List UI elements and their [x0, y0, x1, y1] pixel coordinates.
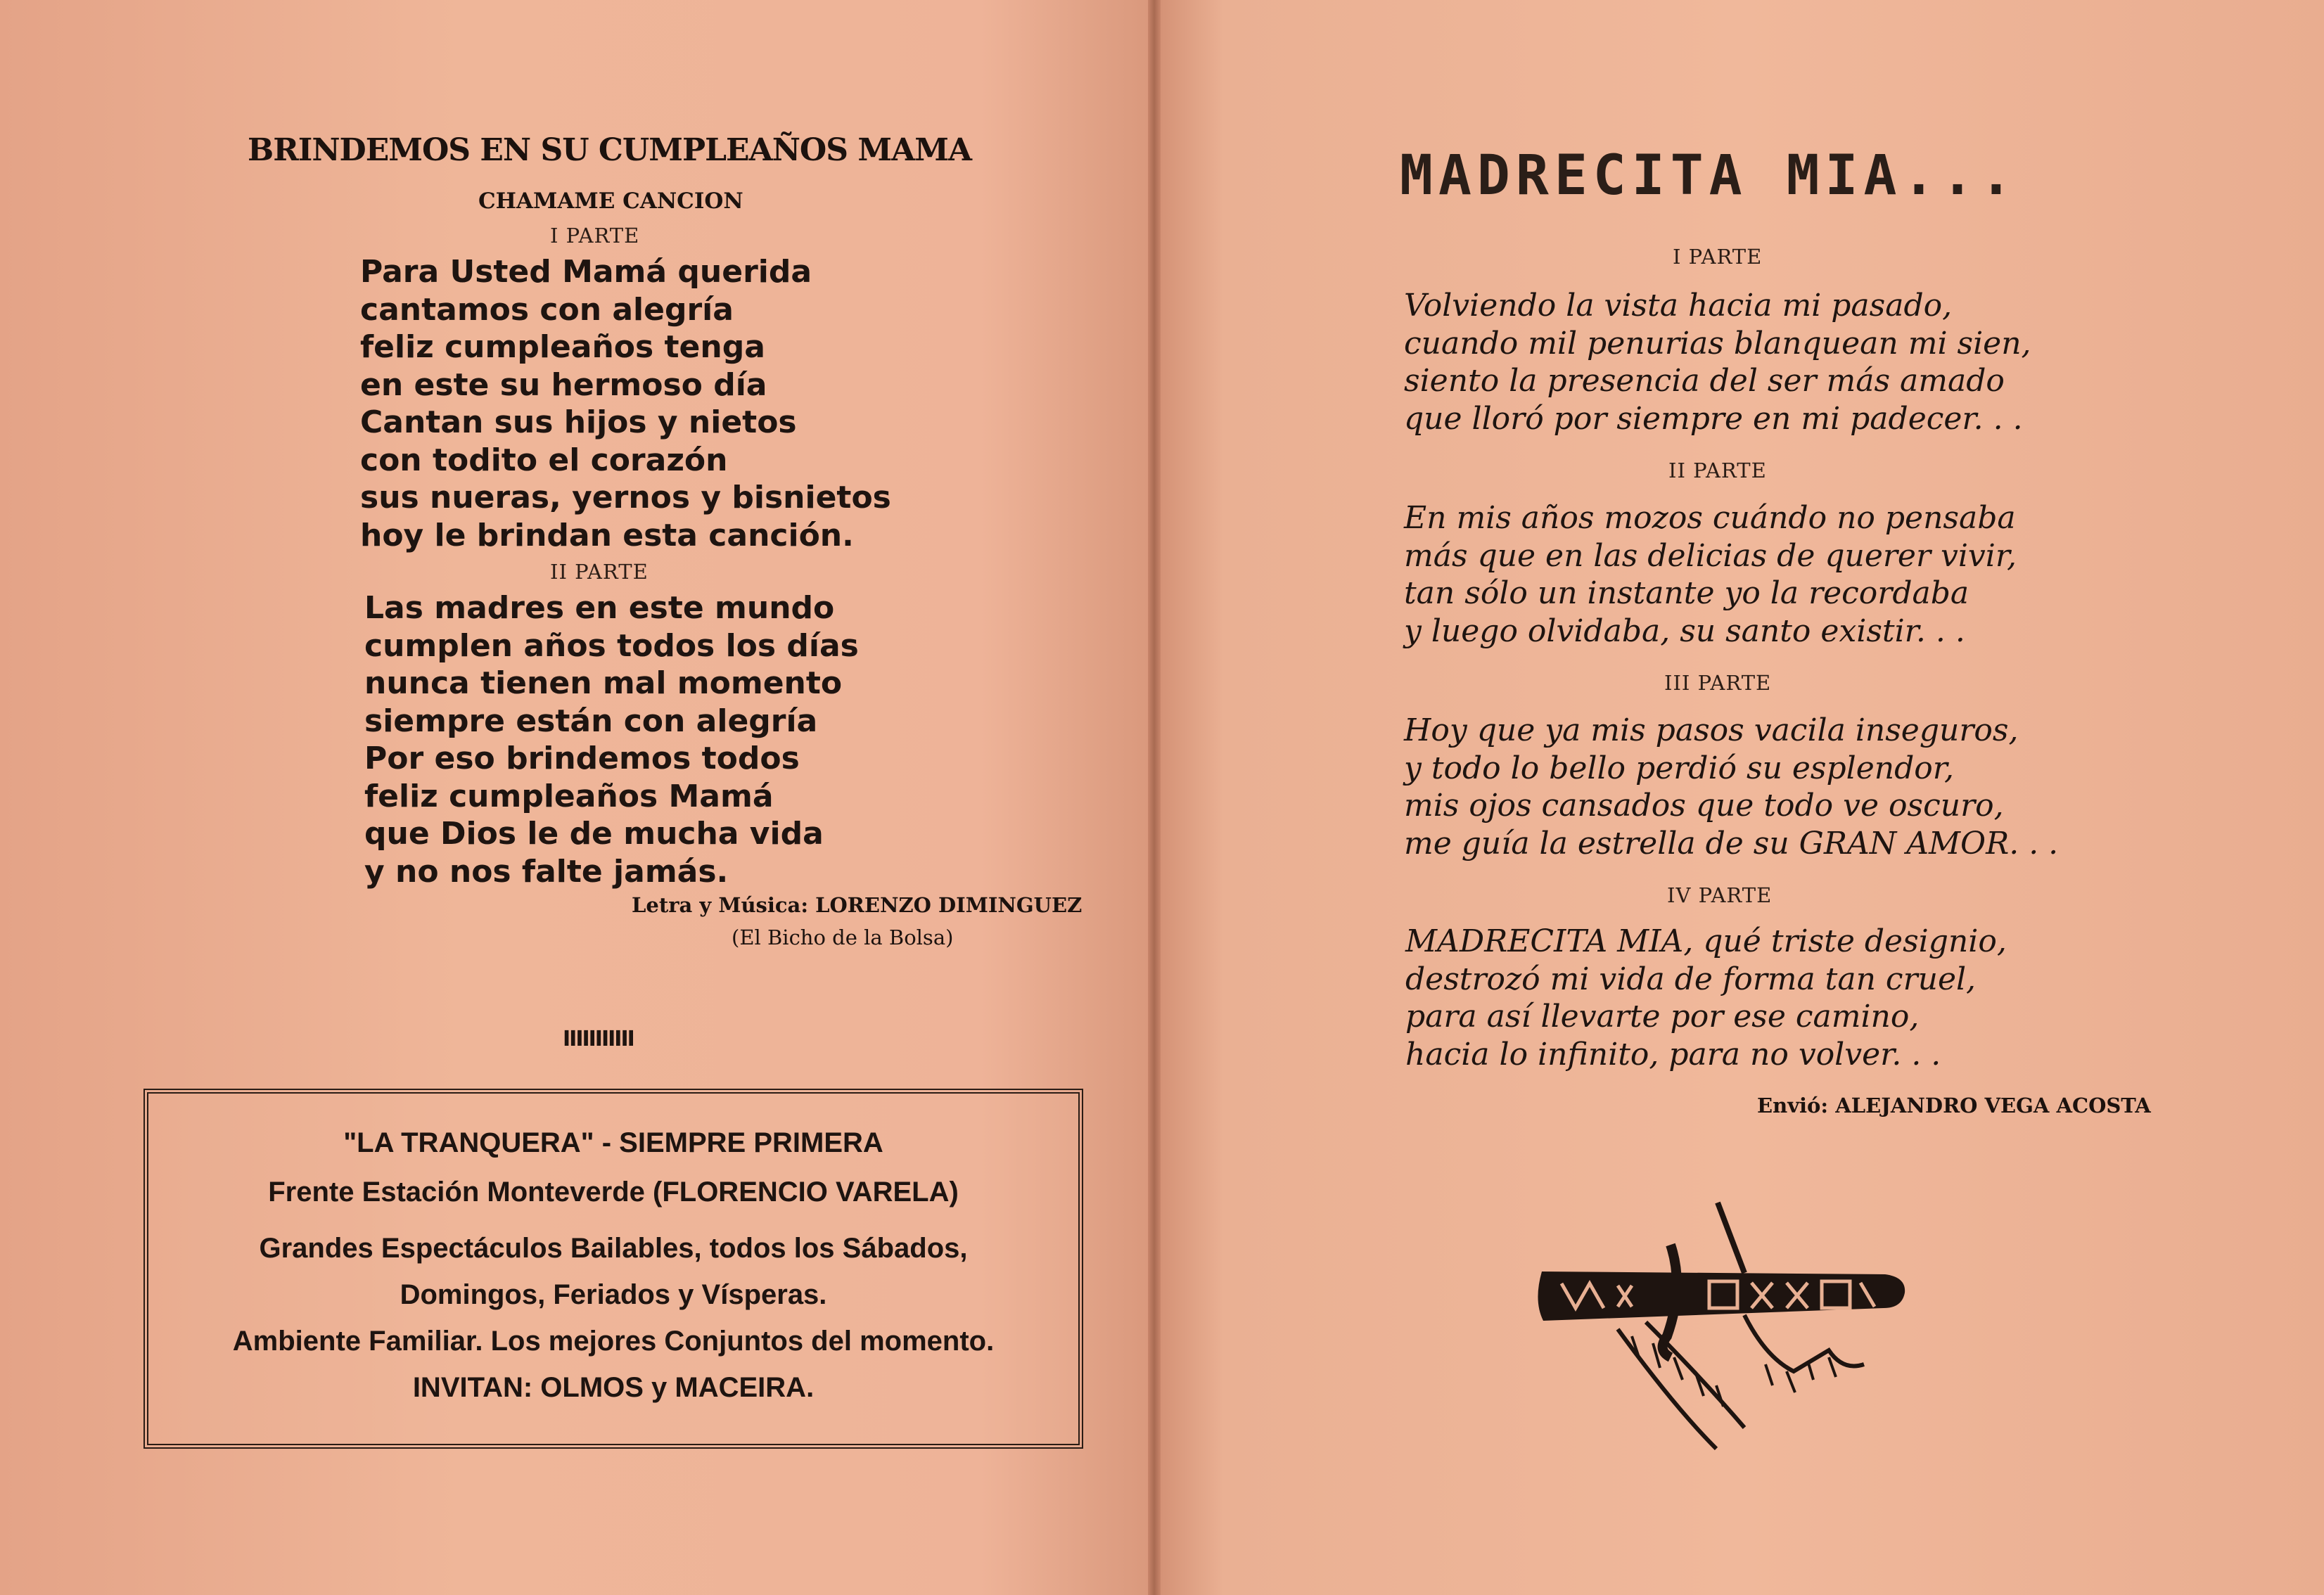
verse-line: que Dios le de mucha vida — [364, 816, 824, 852]
book-spine — [1148, 0, 1161, 1595]
right-part1-label: I PARTE — [1673, 245, 1763, 269]
right-part4-verse — [1405, 923, 2007, 1073]
poem-line: MADRECITA MIA, qué triste designio, — [1405, 923, 2007, 959]
left-part2-verse — [364, 589, 859, 890]
poem-line: tan sólo un instante yo la recordaba — [1404, 575, 1969, 611]
poem-line: más que en las delicias de querer vivir, — [1404, 537, 2017, 574]
separator-mark: IIIIIIIIIII — [563, 1027, 634, 1051]
right-part4-label: IV PARTE — [1667, 883, 1773, 907]
poem-line: hacia lo infinito, para no volver. . . — [1405, 1036, 1941, 1072]
ad-line-6: INVITAN: OLMOS y MACEIRA. — [412, 1372, 815, 1403]
left-part1-verse — [360, 253, 891, 554]
verse-line: hoy le brindan esta canción. — [360, 517, 854, 553]
verse-line: nunca tienen mal momento — [364, 665, 843, 701]
verse-line: Cantan sus hijos y nietos — [360, 404, 797, 440]
poem-line: siento la presencia del ser más amado — [1404, 363, 2005, 399]
poem-line: En mis años mozos cuándo no pensaba — [1404, 500, 2016, 536]
song-credit-alias: (El Bicho de la Bolsa) — [732, 925, 954, 949]
poem-line: me guía la estrella de su GRAN AMOR. . . — [1404, 825, 2059, 861]
verse-line: cantamos con alegría — [360, 291, 734, 328]
left-part2-label: II PARTE — [550, 560, 649, 584]
song-subtitle: CHAMAME CANCION — [478, 188, 743, 214]
poem-line: Hoy que ya mis pasos vacila inseguros, — [1404, 712, 2019, 748]
verse-line: feliz cumpleaños Mamá — [364, 778, 774, 814]
poem-line: y luego olvidaba, su santo existir. . . — [1404, 613, 1965, 649]
verse-line: con todito el corazón — [360, 442, 728, 478]
poem-line: y todo lo bello perdió su esplendor, — [1404, 750, 1954, 786]
verse-line: Las madres en este mundo — [364, 590, 835, 626]
poem-line: mis ojos cansados que todo ve oscuro, — [1404, 788, 2004, 824]
poem-line: para así llevarte por ese camino, — [1405, 999, 1920, 1034]
left-part1-label: I PARTE — [550, 224, 640, 248]
verse-line: siempre están con alegría — [364, 703, 818, 739]
verse-line: cumplen años todos los días — [364, 627, 859, 664]
ad-line-3: Grandes Espectáculos Bailables, todos los Sábados, — [259, 1233, 968, 1264]
verse-line: sus nueras, yernos y bisnietos — [360, 480, 891, 515]
facon-knife-illustration — [1533, 1196, 1927, 1456]
verse-line: Por eso brindemos todos — [364, 741, 800, 776]
song-title: BRINDEMOS EN SU CUMPLEAÑOS MAMA — [248, 132, 972, 168]
song-credit: Letra y Música: LORENZO DIMINGUEZ — [632, 893, 1083, 917]
poem-line: destrozó mi vida de forma tan cruel, — [1405, 961, 1977, 997]
poem-line: cuando mil penurias blanquean mi sien, — [1404, 325, 2031, 361]
ad-line-4: Domingos, Feriados y Vísperas. — [400, 1279, 827, 1310]
verse-line: feliz cumpleaños tenga — [360, 329, 765, 365]
right-part3-label: III PARTE — [1664, 671, 1772, 695]
poem-title: MADRECITA MIA... — [1400, 144, 2019, 207]
verse-line: y no nos falte jamás. — [364, 853, 729, 890]
poem-sender: Envió: ALEJANDRO VEGA ACOSTA — [1757, 1094, 2151, 1117]
hand-sketch — [1618, 1315, 1864, 1449]
ad-line-5: Ambiente Familiar. Los mejores Conjuntos del momento. — [232, 1326, 995, 1357]
poem-line: que lloró por siempre en mi padecer. . . — [1404, 400, 2023, 437]
verse-line: en este su hermoso día — [360, 366, 767, 403]
knife-pin — [1718, 1203, 1744, 1273]
advertisement-box — [143, 1089, 1083, 1449]
poem-line: Volviendo la vista hacia mi pasado, — [1404, 288, 1953, 324]
ad-line-1: "LA TRANQUERA" - SIEMPRE PRIMERA — [343, 1127, 883, 1158]
right-part2-label: II PARTE — [1668, 459, 1767, 482]
right-part3-verse — [1404, 712, 2058, 862]
verse-line: Para Usted Mamá querida — [360, 254, 812, 290]
right-part1-verse — [1404, 287, 2031, 437]
ad-line-2: Frente Estación Monteverde (FLORENCIO VARELA) — [268, 1177, 959, 1208]
right-part2-verse — [1404, 499, 2017, 650]
